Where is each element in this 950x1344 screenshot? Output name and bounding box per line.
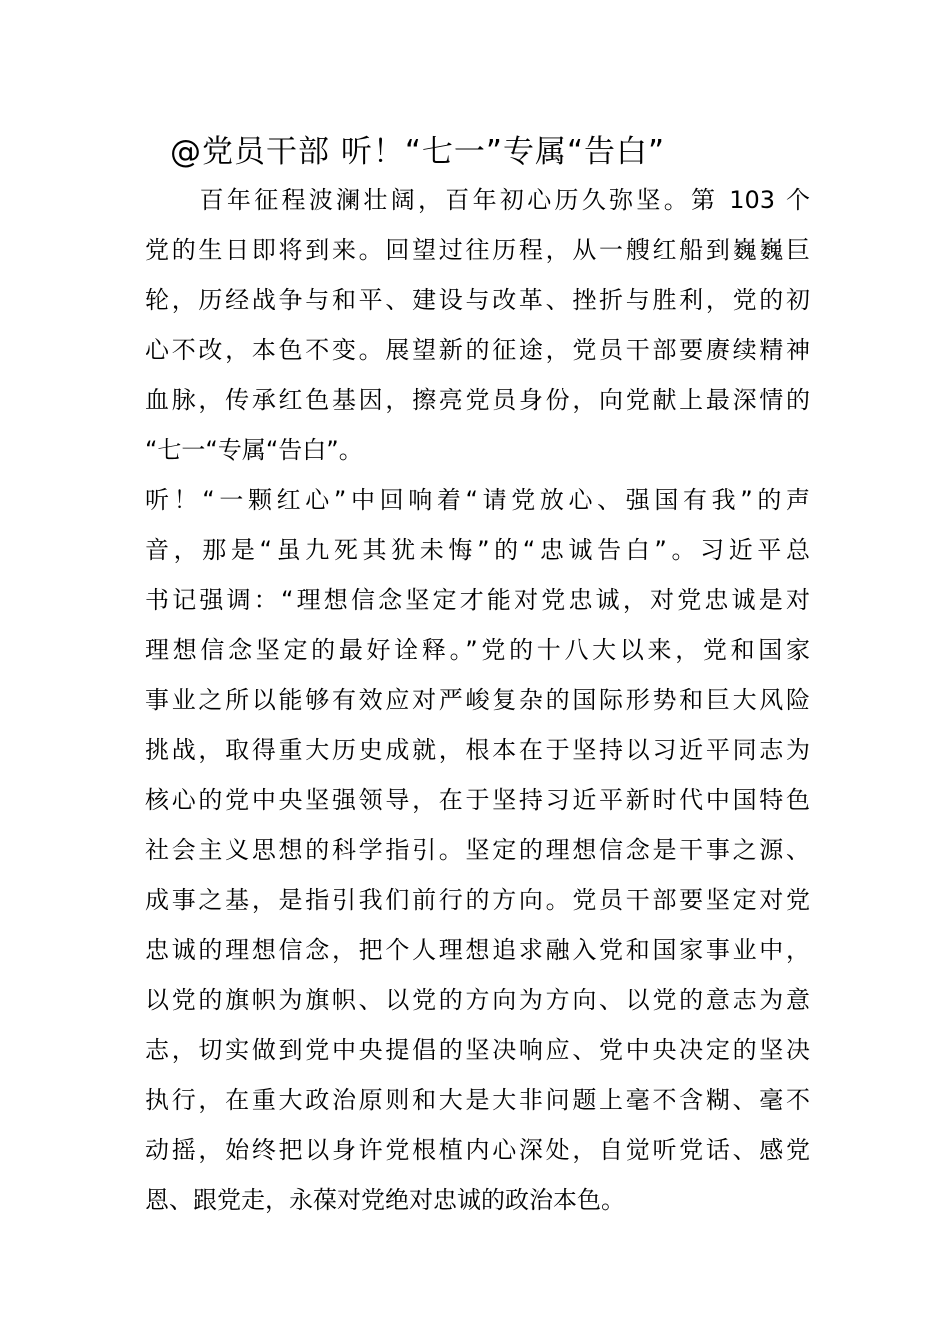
paragraph-2-line-15: 恩、跟党走，永葆对党绝对忠诚的政治本色。 <box>145 1186 625 1214</box>
document-title: @党员干部 听！“七一”专属“告白” <box>170 134 666 170</box>
paragraph-2-line-13: 执行，在重大政治原则和大是大非问题上毫不含糊、毫不 <box>145 1086 810 1114</box>
paragraph-2-line-6: 挑战，取得重大历史成就，根本在于坚持以习近平同志为 <box>145 736 810 764</box>
paragraph-2-line-5: 事业之所以能够有效应对严峻复杂的国际形势和巨大风险 <box>145 686 810 714</box>
paragraph-1-line-4: 心不改，本色不变。展望新的征途，党员干部要赓续精神 <box>145 336 810 364</box>
paragraph-2-line-3: 书记强调：“理想信念坚定才能对党忠诚，对党忠诚是对 <box>145 586 810 614</box>
paragraph-2-line-1: 听！“一颗红心”中回响着“请党放心、强国有我”的声 <box>145 486 810 514</box>
paragraph-2-line-10: 忠诚的理想信念，把个人理想追求融入党和国家事业中， <box>145 936 810 964</box>
paragraph-2-line-8: 社会主义思想的科学指引。坚定的理想信念是干事之源、 <box>145 836 810 864</box>
paragraph-1-line-1: 百年征程波澜壮阔，百年初心历久弥坚。第 103 个 <box>145 186 810 214</box>
paragraph-2-line-9: 成事之基，是指引我们前行的方向。党员干部要坚定对党 <box>145 886 810 914</box>
paragraph-2-line-12: 志，切实做到党中央提倡的坚决响应、党中央决定的坚决 <box>145 1036 810 1064</box>
paragraph-1-line-5: 血脉，传承红色基因，擦亮党员身份，向党献上最深情的 <box>145 386 810 414</box>
paragraph-2-line-2: 音，那是“虽九死其犹未悔”的“忠诚告白”。习近平总 <box>145 536 810 564</box>
paragraph-2-line-14: 动摇，始终把以身许党根植内心深处，自觉听党话、感党 <box>145 1136 810 1164</box>
paragraph-2-line-4: 理想信念坚定的最好诠释。”党的十八大以来，党和国家 <box>145 636 810 664</box>
paragraph-1-line-3: 轮，历经战争与和平、建设与改革、挫折与胜利，党的初 <box>145 286 810 314</box>
paragraph-1-line-2: 党的生日即将到来。回望过往历程，从一艘红船到巍巍巨 <box>145 236 810 264</box>
paragraph-2-line-7: 核心的党中央坚强领导，在于坚持习近平新时代中国特色 <box>145 786 810 814</box>
paragraph-2-line-11: 以党的旗帜为旗帜、以党的方向为方向、以党的意志为意 <box>145 986 810 1014</box>
paragraph-1-line-6: “七一“专属“告白”。 <box>145 436 363 464</box>
